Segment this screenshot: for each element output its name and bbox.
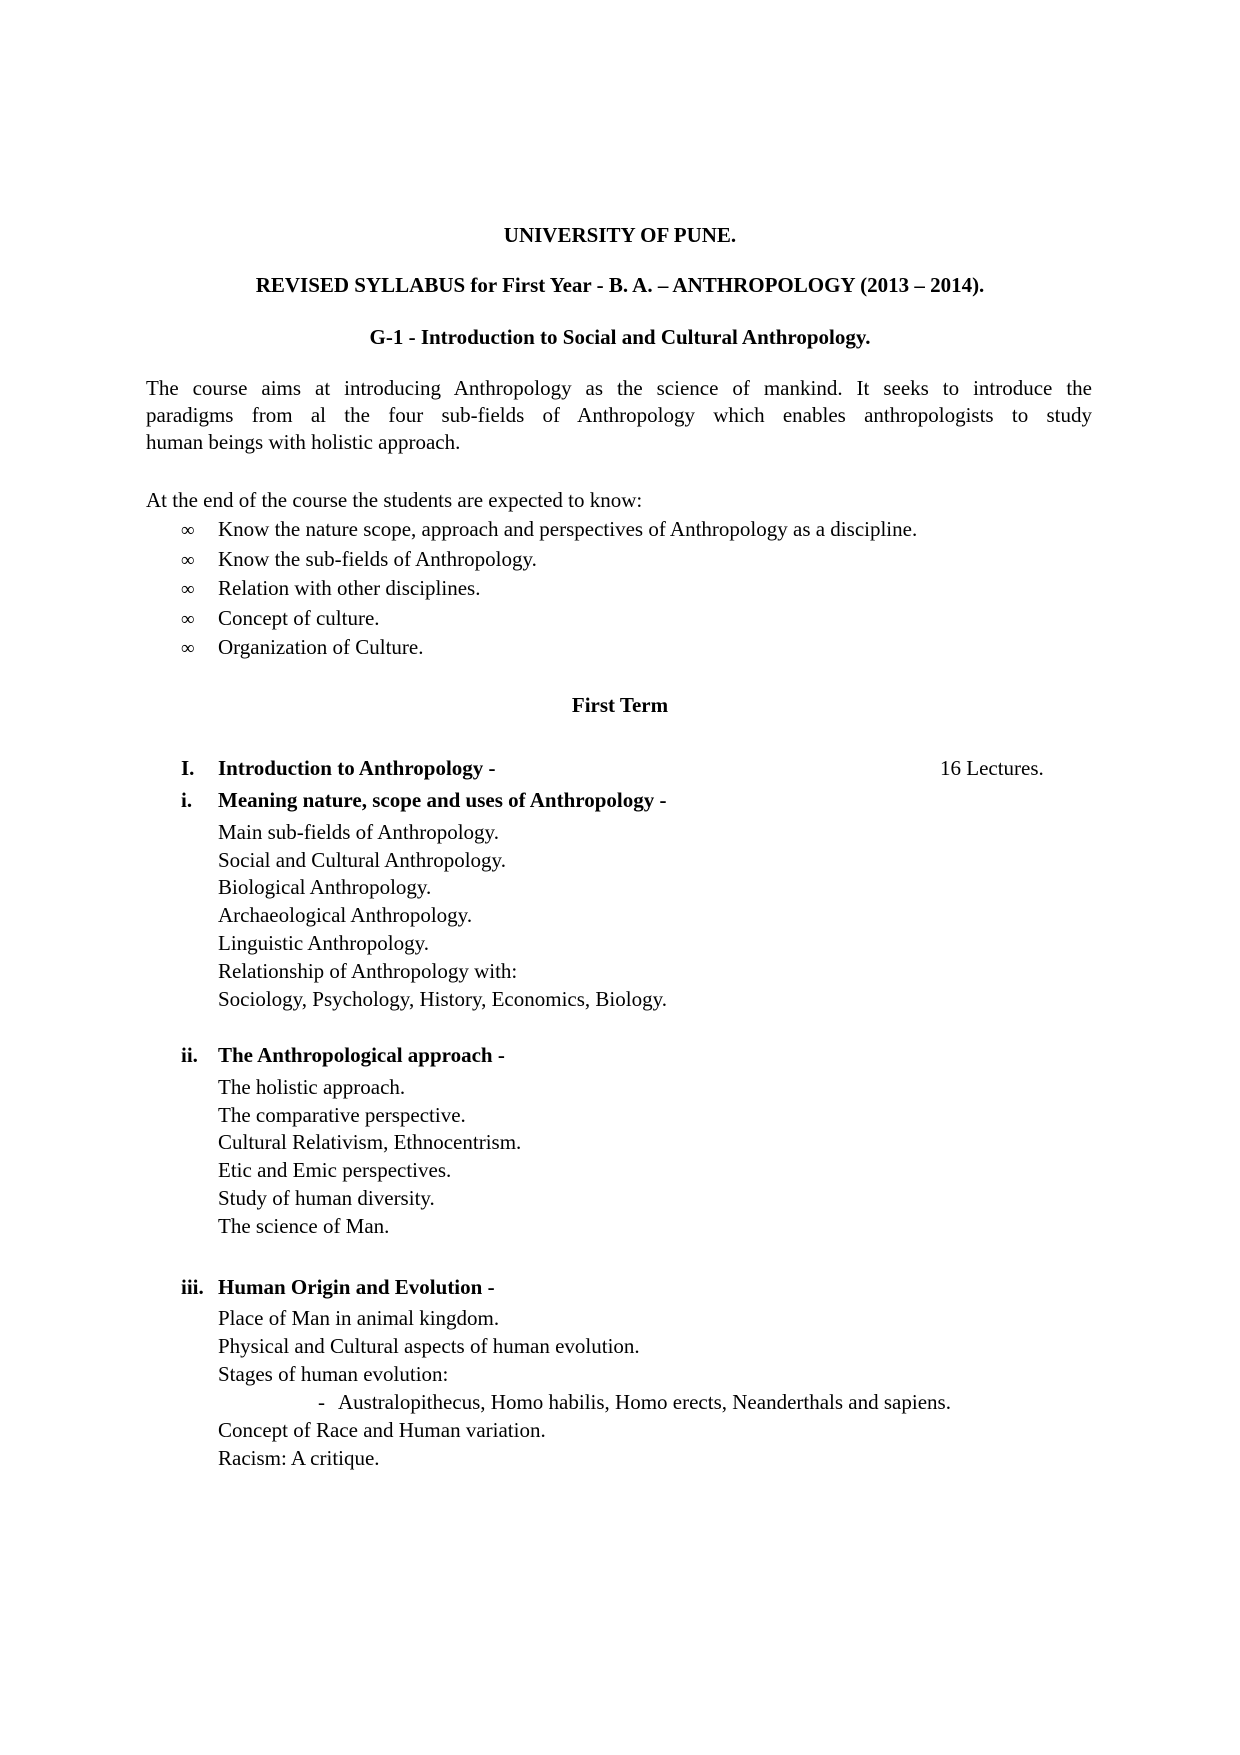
section-item: Physical and Cultural aspects of human evolution. (218, 1334, 640, 1358)
intro-line: The course aims at introducing Anthropology as the science of mankind. It seeks to introduce the (146, 376, 1092, 400)
section-item: The comparative perspective. (218, 1103, 466, 1127)
objective-item: Relation with other disciplines. (218, 576, 481, 600)
objective-item: Know the sub-fields of Anthropology. (218, 547, 537, 571)
objective-item: Organization of Culture. (218, 635, 424, 659)
section-title: Meaning nature, scope and uses of Anthropology - (218, 788, 667, 812)
intro-paragraph (146, 375, 1092, 456)
section-title: The Anthropological approach - (218, 1043, 505, 1067)
section-item: Etic and Emic perspectives. (218, 1158, 452, 1182)
university-title: UNIVERSITY OF PUNE. (503, 223, 737, 247)
objective-item: Know the nature scope, approach and perspectives of Anthropology as a discipline. (218, 517, 918, 541)
unit-number: I. (181, 756, 195, 780)
infinity-bullet-icon: ∞ (181, 609, 195, 630)
section-item: Cultural Relativism, Ethnocentrism. (218, 1130, 522, 1154)
section-item: Linguistic Anthropology. (218, 931, 429, 955)
unit-title: Introduction to Anthropology - (218, 756, 496, 780)
sub-item-dash: - (318, 1390, 325, 1414)
infinity-bullet-icon: ∞ (181, 550, 195, 571)
section-item: The holistic approach. (218, 1075, 406, 1099)
course-title: G-1 - Introduction to Social and Cultural Anthropology. (369, 325, 871, 349)
section-item: Stages of human evolution: (218, 1362, 449, 1386)
unit-lectures: 16 Lectures. (940, 756, 1044, 780)
infinity-bullet-icon: ∞ (181, 638, 195, 659)
objective-item: Concept of culture. (218, 606, 380, 630)
section-item: Relationship of Anthropology with: (218, 959, 518, 983)
section-item: Main sub-fields of Anthropology. (218, 820, 499, 844)
section-item: Sociology, Psychology, History, Economics, Biology. (218, 987, 667, 1011)
infinity-bullet-icon: ∞ (181, 579, 195, 600)
term-heading: First Term (571, 693, 669, 717)
section-item: Biological Anthropology. (218, 875, 432, 899)
intro-line: paradigms from al the four sub-fields of Anthropology which enables anthropologists to study (146, 403, 1092, 427)
section-item: The science of Man. (218, 1214, 390, 1238)
section-number: iii. (181, 1275, 204, 1299)
section-number: i. (181, 788, 193, 812)
section-item: Place of Man in animal kingdom. (218, 1306, 500, 1330)
objectives-lead: At the end of the course the students are expected to know: (146, 488, 643, 512)
intro-line: human beings with holistic approach. (146, 430, 461, 454)
infinity-bullet-icon: ∞ (181, 520, 195, 541)
section-item: Study of human diversity. (218, 1186, 435, 1210)
section-number: ii. (181, 1043, 198, 1067)
syllabus-title: REVISED SYLLABUS for First Year - B. A. – ANTHROPOLOGY (2013 – 2014). (255, 273, 985, 297)
section-item: Social and Cultural Anthropology. (218, 848, 506, 872)
section-item: Concept of Race and Human variation. (218, 1418, 546, 1442)
section-title: Human Origin and Evolution - (218, 1275, 495, 1299)
sub-item: Australopithecus, Homo habilis, Homo erects, Neanderthals and sapiens. (338, 1390, 951, 1414)
section-item: Archaeological Anthropology. (218, 903, 473, 927)
section-item: Racism: A critique. (218, 1446, 380, 1470)
